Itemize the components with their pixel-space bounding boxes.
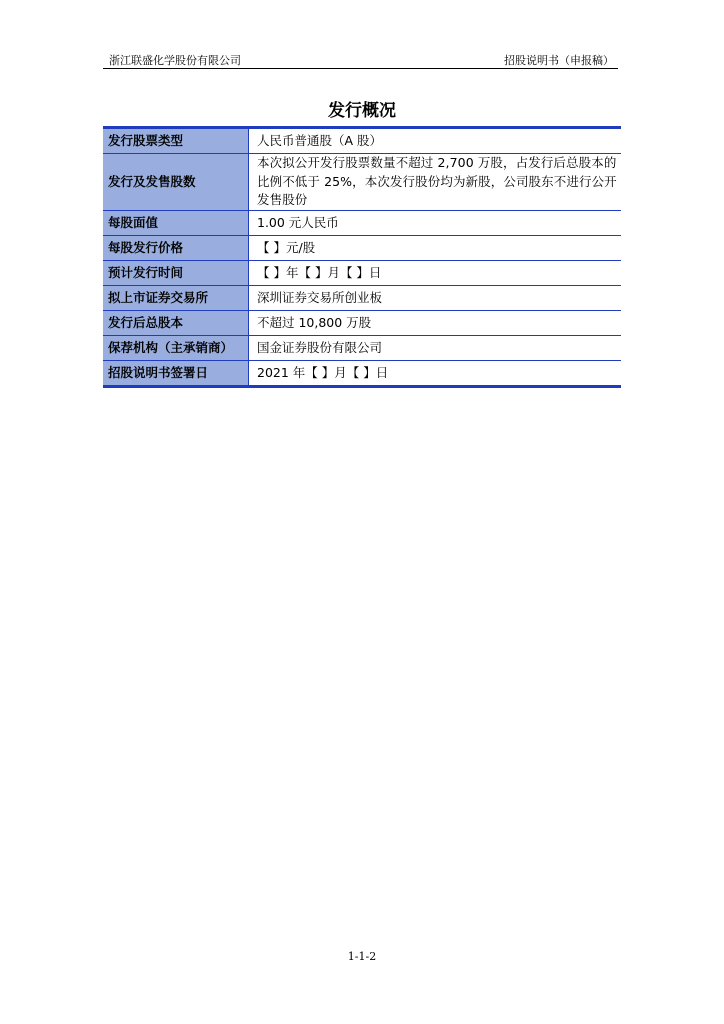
row-label-signing-date: 招股说明书签署日: [103, 361, 249, 387]
page-number: 1-1-2: [347, 950, 377, 963]
table-row: [103, 154, 621, 211]
row-label-issue-price: 每股发行价格: [103, 236, 249, 261]
row-label-par-value: 每股面值: [103, 211, 249, 236]
page-header: [103, 50, 618, 69]
row-label-exchange: 拟上市证券交易所: [103, 286, 249, 311]
row-value-total-shares: 不超过 10,800 万股: [249, 311, 622, 336]
row-value-issue-shares: 本次拟公开发行股票数量不超过 2,700 万股，占发行后总股本的比例不低于 25%，本次发行股份均为新股，公司股东不进行公开发售股份: [249, 154, 622, 211]
table-row: [103, 128, 621, 154]
table-row: [103, 211, 621, 236]
row-value-issue-date: 【 】年【 】月【 】日: [249, 261, 622, 286]
row-value-exchange: 深圳证券交易所创业板: [249, 286, 622, 311]
table-row: [103, 336, 621, 361]
row-label-sponsor: 保荐机构（主承销商）: [103, 336, 249, 361]
row-value-stock-type: 人民币普通股（A 股）: [257, 133, 383, 148]
header-document-type: 招股说明书（申报稿）: [504, 54, 614, 67]
table-row: [103, 286, 621, 311]
row-label-total-shares: 发行后总股本: [103, 311, 249, 336]
row-value-par-value: 1.00 元人民币: [249, 211, 622, 236]
offering-summary-table: [103, 126, 621, 388]
row-value-issue-price: 【 】元/股: [249, 236, 622, 261]
table-row: [103, 361, 621, 387]
row-value-signing-date: 2021 年【 】月【 】日: [249, 361, 622, 387]
table-row: [103, 236, 621, 261]
header-company-name: 浙江联盛化学股份有限公司: [109, 54, 241, 67]
row-label-issue-shares: 发行及发售股数: [103, 154, 249, 211]
row-value-sponsor: 国金证券股份有限公司: [249, 336, 622, 361]
row-label-issue-date: 预计发行时间: [103, 261, 249, 286]
table-row: [103, 311, 621, 336]
row-label-stock-type: 发行股票类型: [103, 128, 249, 154]
table-row: [103, 261, 621, 286]
page-title: 发行概况: [328, 101, 396, 121]
